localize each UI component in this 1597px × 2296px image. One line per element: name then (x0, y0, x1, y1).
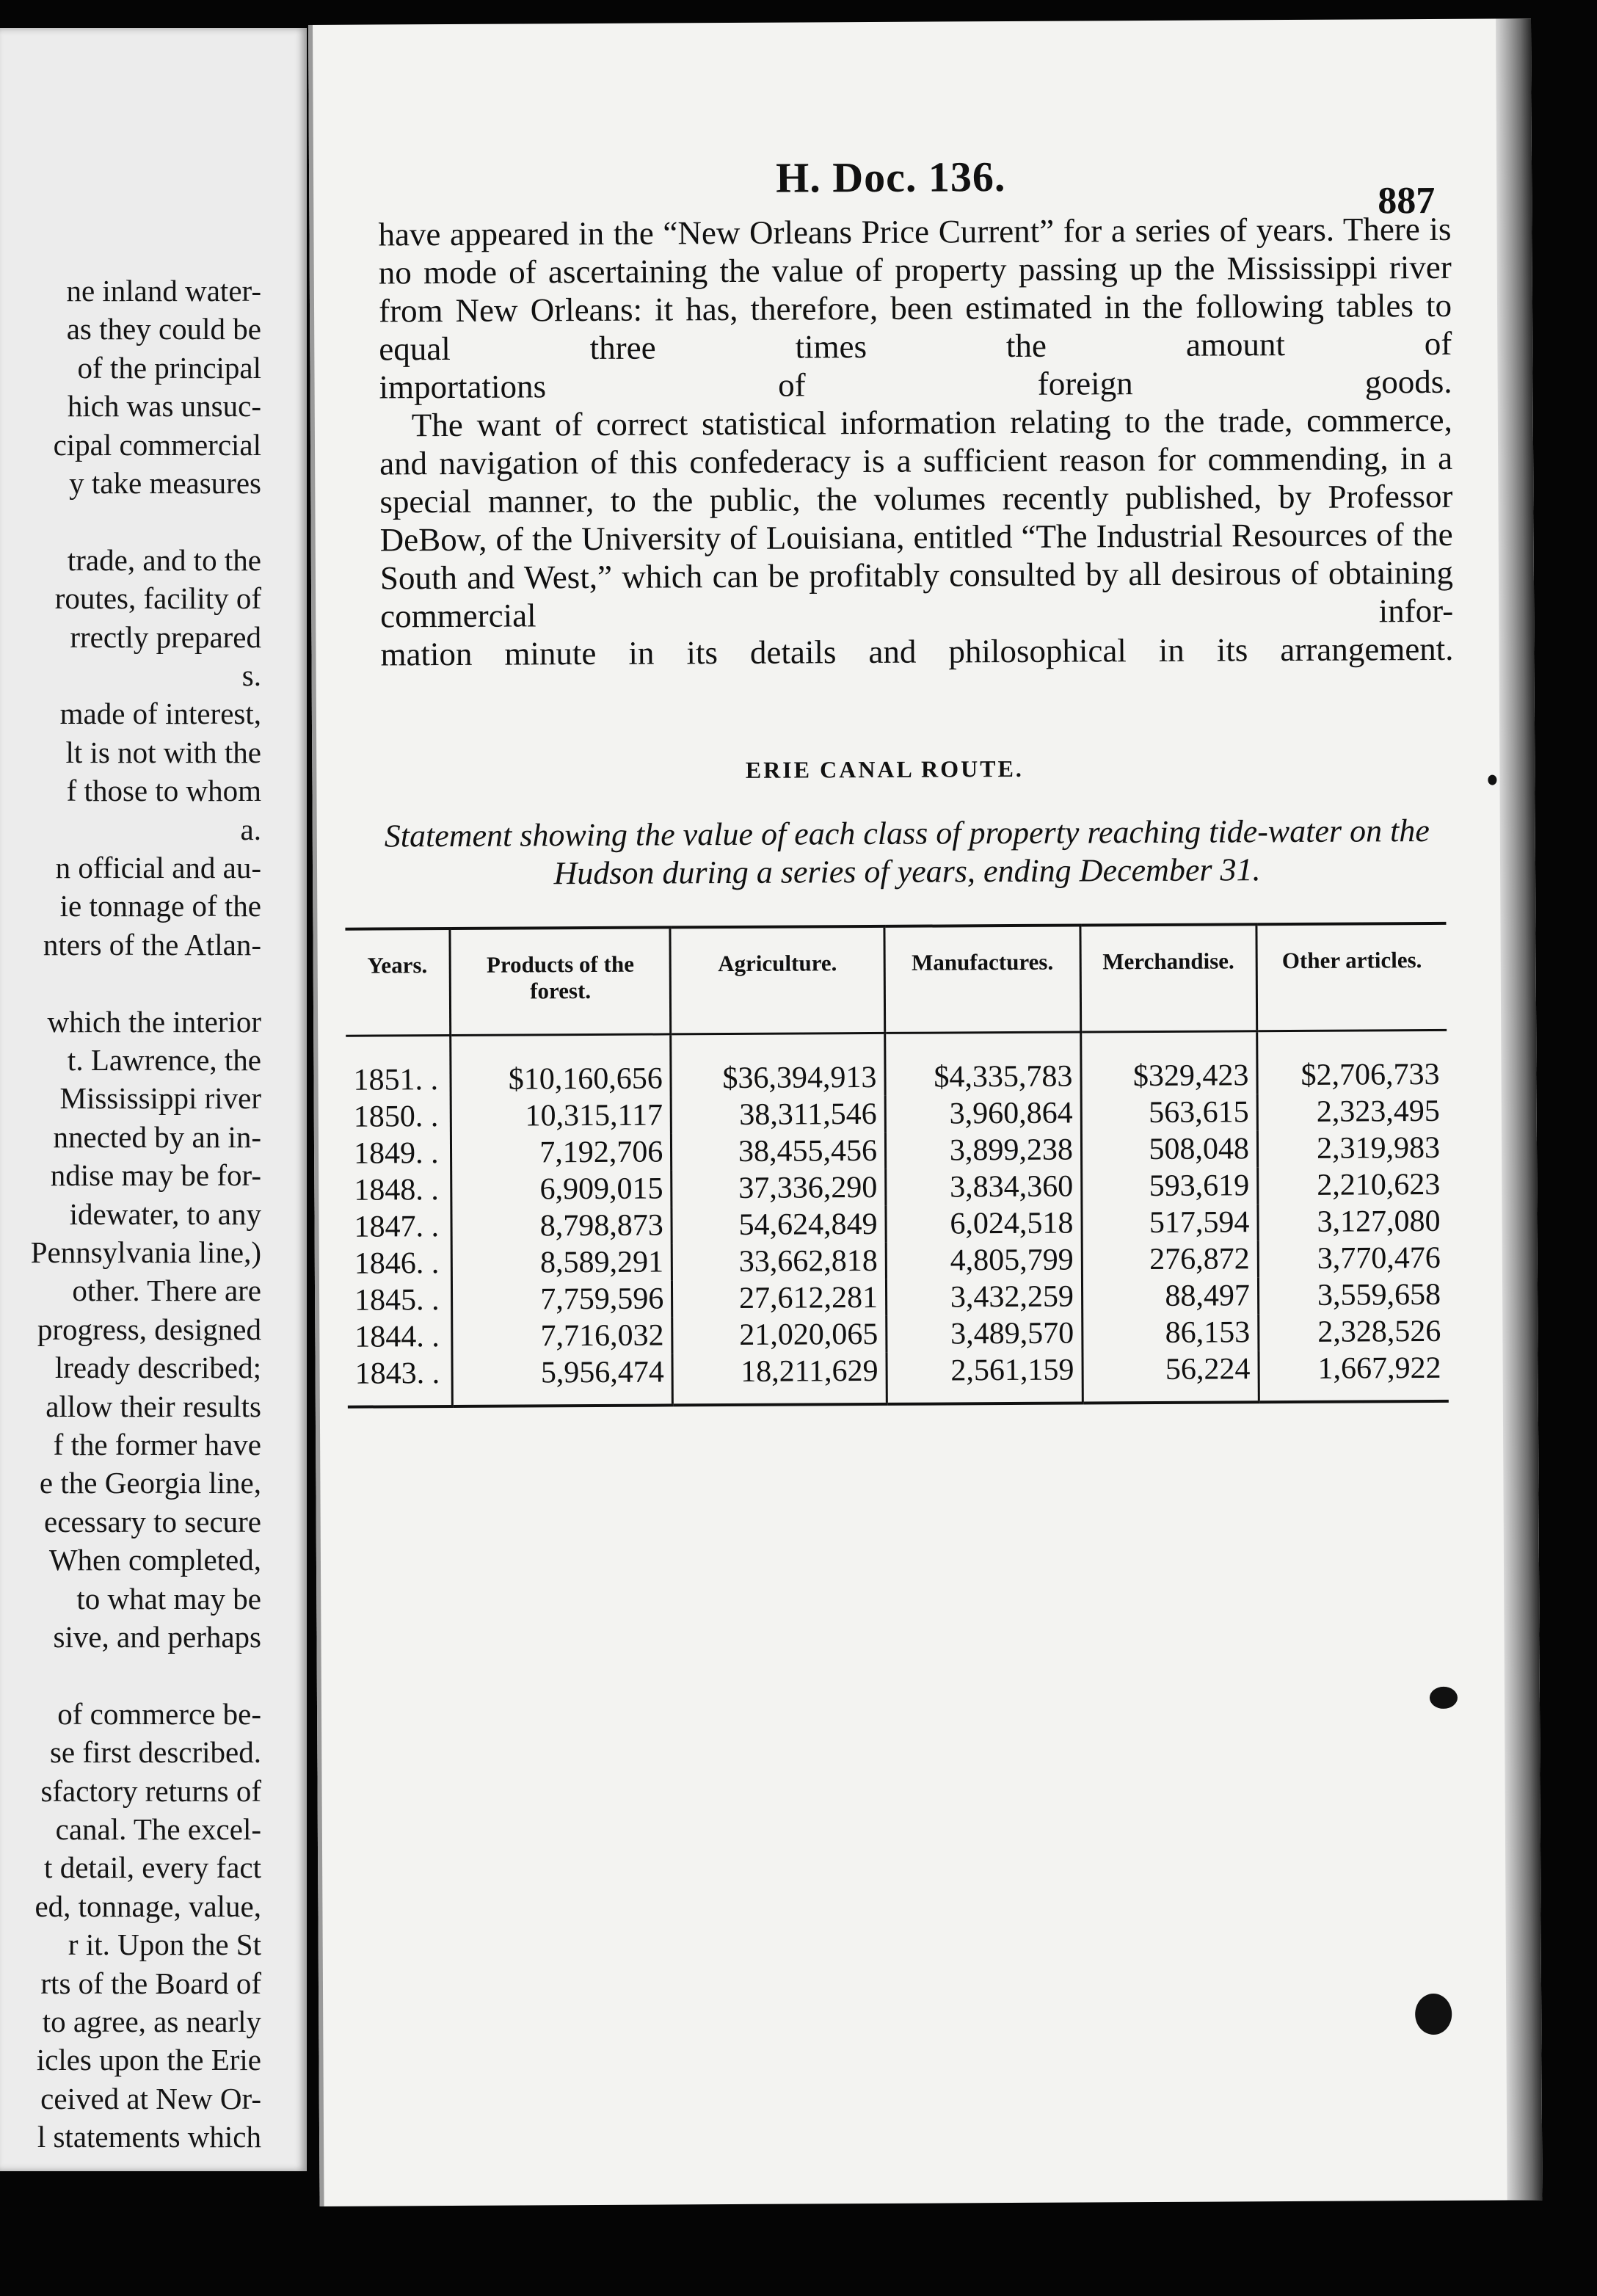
value-cell: 56,224 (1083, 1351, 1259, 1403)
table-row (346, 1030, 1447, 1098)
paragraph-2 (379, 401, 1454, 674)
value-cell: 2,319,983 (1257, 1130, 1447, 1167)
value-cell: 3,432,259 (886, 1279, 1082, 1316)
value-cell: 38,311,546 (671, 1096, 885, 1134)
left-page-line: which the interior (47, 1004, 261, 1039)
header-years: Years. (345, 929, 451, 1036)
table-row (347, 1276, 1448, 1319)
left-page-line: lready described; (54, 1351, 261, 1385)
value-cell: 8,798,873 (451, 1207, 672, 1245)
section-title: ERIE CANAL ROUTE. (745, 755, 1024, 783)
left-page-line: y take measures (69, 466, 261, 500)
left-page-line: nnected by an in- (53, 1119, 261, 1154)
value-cell: 517,594 (1082, 1204, 1258, 1241)
ink-speck (1488, 775, 1496, 785)
header-manufactures: Manufactures. (884, 926, 1081, 1033)
left-page-line: e the Georgia line, (39, 1466, 261, 1500)
value-cell: 3,559,658 (1258, 1276, 1448, 1314)
value-cell: 54,624,849 (672, 1206, 886, 1244)
value-cell: $329,423 (1081, 1031, 1257, 1095)
left-page-line: a. (240, 812, 261, 846)
value-cell: $2,706,733 (1257, 1030, 1447, 1094)
left-page-line: trade, and to the (67, 542, 261, 577)
value-cell: 37,336,290 (672, 1169, 886, 1207)
value-cell: 7,759,596 (452, 1280, 672, 1318)
value-cell: 2,323,495 (1257, 1093, 1447, 1130)
left-page-line: t detail, every fact (44, 1850, 261, 1885)
paragraph-1-main: have appeared in the “New Orleans Price Current” for a series of years. There is no mode of ascertaining the value of property passing up the Mississippi river from New Orleans: it has, therefore, been estimated in the following tables to equal three times the amount of (378, 210, 1452, 368)
value-cell: 6,024,518 (886, 1205, 1082, 1243)
value-cell: 2,328,526 (1259, 1313, 1449, 1351)
paragraph-1-last-line: importations of foreign goods. (379, 363, 1452, 406)
left-page-line: icles upon the Erie (36, 2043, 261, 2077)
table-row (346, 1130, 1447, 1172)
left-page-line: f those to whom (66, 774, 261, 808)
ink-blot (1415, 1994, 1452, 2035)
left-page-line: of the principal (77, 350, 261, 385)
row-year-cell: 1843. . (347, 1355, 452, 1407)
page-number: 887 (1378, 179, 1436, 222)
left-page-line: sive, and perhaps (53, 1620, 261, 1654)
left-page-line: n official and au- (55, 851, 261, 884)
value-cell: 3,127,080 (1258, 1203, 1448, 1240)
left-page-line: Pennsylvania line,) (30, 1235, 261, 1269)
document-page (308, 18, 1543, 2206)
value-cell: 18,211,629 (672, 1353, 887, 1406)
row-year-cell: 1845. . (354, 1283, 440, 1318)
value-cell: 563,615 (1081, 1094, 1257, 1131)
left-page-line: made of interest, (59, 697, 261, 731)
body-text (378, 210, 1453, 674)
left-page-line: to agree, as nearly (42, 2005, 261, 2038)
paragraph-2-main: The want of correct statistical information relating to the trade, commerce, and navigation of this confederacy is a sufficient reason for commending, in a special manner, to the public, the volumes recently published, by Professor DeBow, of the University of Louisiana, entitled “The Industrial Resources of the South and West,” which can be profitably consulted by all desirous of obtaining commercial infor- (379, 401, 1454, 635)
value-cell: 1,667,922 (1259, 1350, 1449, 1402)
running-head: H. Doc. 136. (775, 153, 1006, 202)
adjacent-left-page (0, 28, 307, 2171)
row-year-cell: 1849. . (353, 1136, 439, 1171)
erie-canal-value-table (345, 922, 1448, 1409)
left-page-line: t. Lawrence, the (67, 1043, 261, 1077)
row-year-cell: 1851. . (353, 1063, 439, 1097)
table-row (346, 1203, 1447, 1246)
left-page-line: canal. The excel- (55, 1812, 261, 1846)
value-cell: 4,805,799 (886, 1242, 1082, 1279)
value-cell: 593,619 (1082, 1167, 1258, 1205)
left-page-line: allow their results (46, 1389, 261, 1423)
left-page-line: sfactory returns of (40, 1773, 261, 1808)
value-cell: 6,909,015 (451, 1170, 672, 1208)
left-page-line: rrectly prepared (70, 620, 261, 654)
left-page-line: ed, tonnage, value, (34, 1889, 261, 1923)
left-page-line: ne inland water- (66, 274, 261, 308)
value-cell: $10,160,656 (451, 1034, 671, 1098)
left-page-line: ndise may be for- (50, 1158, 261, 1193)
left-page-line: cipal commercial (53, 427, 261, 462)
value-cell: 27,612,281 (672, 1279, 887, 1318)
value-cell: $36,394,913 (671, 1033, 885, 1097)
left-page-line: lt is not with the (65, 735, 261, 769)
value-cell: 3,489,570 (887, 1315, 1083, 1353)
value-cell: 38,455,456 (672, 1133, 886, 1171)
left-page-line: nters of the Atlan- (43, 927, 261, 962)
table-caption: Statement showing the value of each class of property reaching tide-water on the Hudson during a series of years, ending December 31. (384, 813, 1430, 892)
left-page-line: to what may be (76, 1581, 261, 1616)
value-cell: 3,960,864 (885, 1095, 1081, 1133)
row-year-cell: 1846. . (354, 1246, 440, 1281)
left-page-line: s. (241, 658, 261, 692)
left-page-line: as they could be (66, 312, 261, 346)
row-year-cell: 1848. . (354, 1173, 439, 1207)
table-row (346, 1166, 1447, 1209)
left-page-line: When completed, (48, 1543, 261, 1577)
value-cell: 86,153 (1083, 1314, 1259, 1351)
table-row (346, 1093, 1447, 1136)
left-page-line: ceived at New Or- (40, 2081, 261, 2115)
left-page-line: progress, designed (37, 1312, 261, 1346)
left-page-line: r it. Upon the St (68, 1928, 261, 1962)
paragraph-1 (378, 210, 1452, 407)
value-cell: 2,210,623 (1258, 1166, 1448, 1204)
value-cell: 508,048 (1081, 1130, 1257, 1168)
value-cell: 3,834,360 (886, 1169, 1082, 1206)
value-cell: 8,589,291 (451, 1243, 672, 1282)
header-products-of-forest: Products of the forest. (450, 927, 671, 1035)
value-cell: 3,899,238 (885, 1132, 1081, 1169)
page-edge (1496, 18, 1543, 2200)
left-page-line: rts of the Board of (40, 1966, 261, 2000)
left-page-line: of commerce be- (57, 1696, 261, 1731)
table-row (347, 1240, 1448, 1282)
table-row (347, 1313, 1448, 1356)
left-page-line: l statements which (37, 2120, 261, 2154)
value-cell: $4,335,783 (885, 1032, 1081, 1096)
value-cell: 7,716,032 (452, 1317, 672, 1355)
paragraph-2-last-line: mation minute in its details and philosophical in its arrangement. (380, 630, 1454, 673)
value-cell: 2,561,159 (887, 1352, 1083, 1404)
left-page-line: se first described. (49, 1735, 261, 1770)
table-header-row (345, 923, 1447, 1036)
left-page-line: idewater, to any (69, 1196, 261, 1231)
left-page-line: other. There are (72, 1274, 261, 1308)
value-cell: 21,020,065 (672, 1316, 887, 1354)
value-cell: 3,770,476 (1258, 1240, 1448, 1277)
row-year-cell: 1844. . (354, 1320, 440, 1354)
left-page-line: ie tonnage of the (59, 889, 261, 923)
value-cell: 276,872 (1082, 1240, 1258, 1278)
header-agriculture: Agriculture. (670, 926, 884, 1034)
row-year-cell: 1850. . (353, 1100, 439, 1134)
value-cell: 33,662,818 (672, 1243, 886, 1281)
table-body (346, 1030, 1449, 1406)
value-cell: 7,192,706 (451, 1133, 672, 1171)
ink-blot (1430, 1687, 1458, 1709)
header-merchandise: Merchandise. (1080, 924, 1257, 1032)
value-cell: 10,315,117 (451, 1097, 671, 1135)
left-page-line: Mississippi river (59, 1081, 261, 1116)
left-page-line: ecessary to secure (44, 1504, 261, 1538)
left-page-line: hich was unsuc- (67, 389, 261, 424)
left-page-line: f the former have (53, 1428, 261, 1461)
row-year-cell: 1847. . (354, 1210, 440, 1244)
left-page-line: routes, facility of (54, 581, 261, 616)
header-other-articles: Other articles. (1256, 923, 1447, 1031)
table-row (347, 1350, 1448, 1407)
value-cell: 5,956,474 (452, 1354, 672, 1406)
value-cell: 88,497 (1082, 1277, 1258, 1315)
